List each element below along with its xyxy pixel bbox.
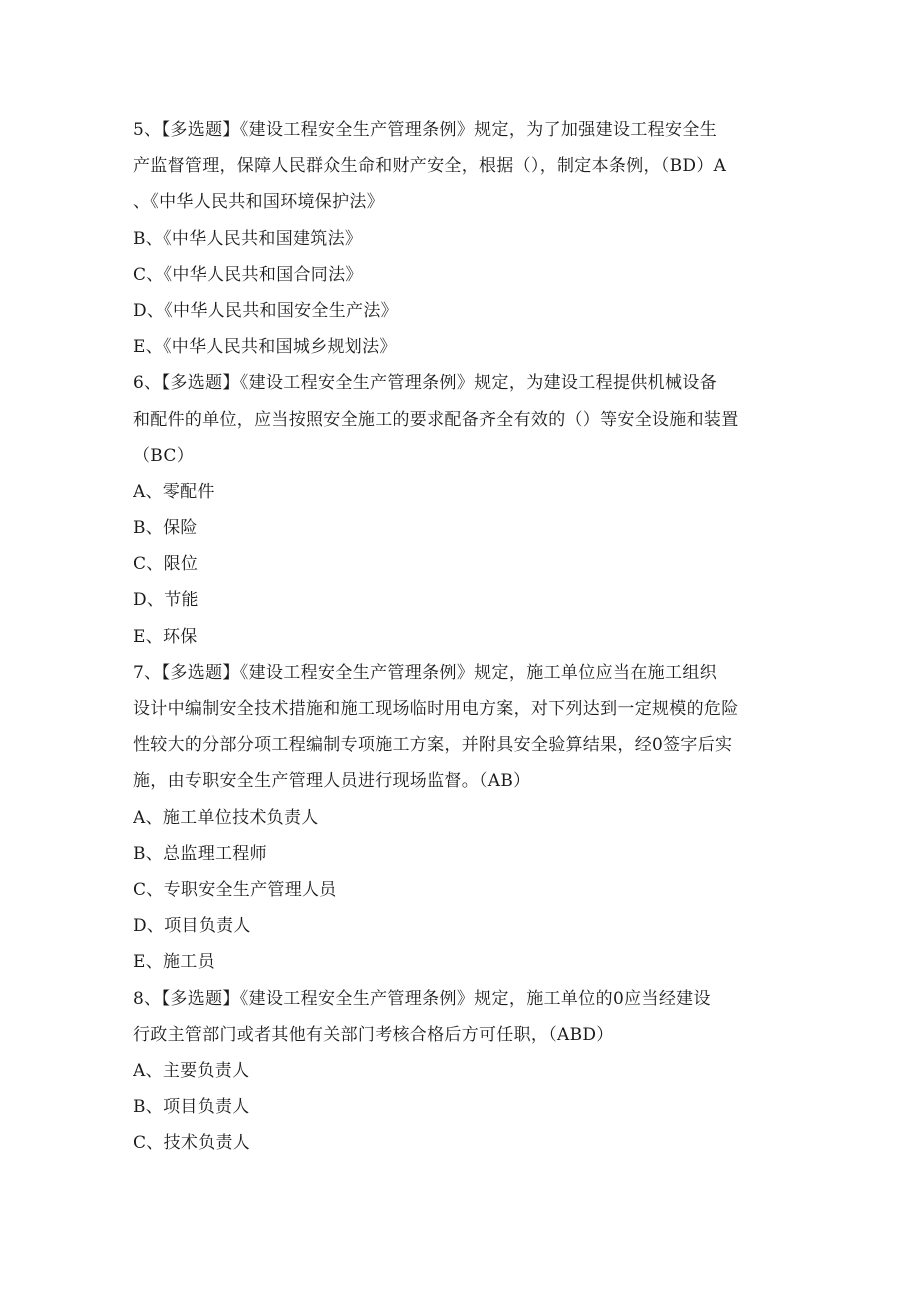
question-text-line: 设计中编制安全技术措施和施工现场临时用电方案，对下列达到一定规模的危险: [133, 699, 739, 719]
question-text-line: 产监督管理，保障人民群众生命和财产安全，根据（），制定本条例，（BD）A: [133, 156, 727, 177]
option-d: D、项目负责人: [133, 916, 251, 937]
option-d: D、节能: [133, 590, 199, 611]
option-e: E、施工员: [133, 952, 215, 973]
question-6: [133, 365, 793, 655]
question-text-line: 7、【多选题】《建设工程安全生产管理条例》规定，施工单位应当在施工组织: [133, 662, 718, 683]
question-7: [133, 655, 793, 981]
option-b: B、项目负责人: [133, 1097, 250, 1118]
option-a: A、零配件: [133, 481, 215, 502]
option-c: C、技术负责人: [133, 1133, 251, 1154]
question-5: [133, 112, 793, 365]
option-b: B、总监理工程师: [133, 843, 267, 864]
question-text-line: 性较大的分部分项工程编制专项施工方案，并附具安全验算结果，经0签字后实: [133, 735, 733, 756]
question-text-line: 、《中华人民共和国环境保护法》: [133, 192, 384, 213]
question-text-line: 行政主管部门或者其他有关部门考核合格后方可任职，（ABD）: [133, 1024, 614, 1045]
option-b: B、《中华人民共和国建筑法》: [133, 228, 363, 249]
option-a: A、主要负责人: [133, 1060, 250, 1081]
option-e: E、《中华人民共和国城乡规划法》: [133, 337, 397, 358]
option-c: C、《中华人民共和国合同法》: [133, 264, 363, 285]
option-e: E、环保: [133, 626, 198, 647]
option-b: B、保险: [133, 518, 198, 539]
question-text-line: 5、【多选题】《建设工程安全生产管理条例》规定，为了加强建设工程安全生: [133, 120, 718, 140]
question-text-line: 8、【多选题】《建设工程安全生产管理条例》规定，施工单位的0应当经建设: [133, 988, 711, 1009]
question-text-line: 6、【多选题】《建设工程安全生产管理条例》规定，为建设工程提供机械设备: [133, 373, 718, 394]
question-text-line: （BC）: [133, 445, 195, 466]
option-c: C、专职安全生产管理人员: [133, 879, 337, 900]
option-d: D、《中华人民共和国安全生产法》: [133, 300, 398, 321]
option-c: C、限位: [133, 554, 199, 575]
option-a: A、施工单位技术负责人: [133, 807, 319, 828]
question-text-line: 和配件的单位，应当按照安全施工的要求配备齐全有效的（）等安全设施和装置: [133, 409, 739, 430]
question-8: [133, 981, 793, 1162]
question-text-line: 施，由专职安全生产管理人员进行现场监督。（AB）: [133, 771, 531, 792]
question-list: [133, 112, 793, 1161]
